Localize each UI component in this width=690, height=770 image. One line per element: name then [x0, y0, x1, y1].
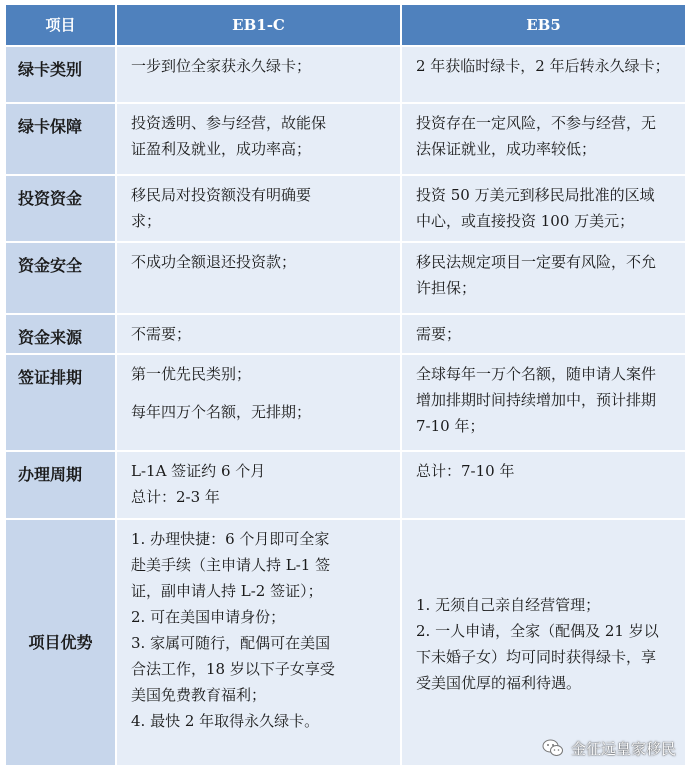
table-row: [5, 242, 686, 314]
table-row: [5, 354, 686, 451]
cell-line: 合法工作，18 岁以下子女享受: [131, 660, 335, 678]
header-eb1c: EB1-C: [116, 4, 401, 46]
cell-line: 求；: [131, 212, 162, 230]
cell-line: 许担保；: [416, 279, 477, 297]
row-label: 办理周期: [5, 451, 116, 519]
watermark-text: 金征远皇家移民: [570, 739, 676, 758]
eb5-cell: [401, 46, 686, 103]
row-label: 投资资金: [5, 175, 116, 242]
cell-line: 赴美手续（主申请人持 L-1 签: [131, 556, 331, 574]
eb5-cell: [401, 103, 686, 175]
cell-line: 投资透明、参与经营，故能保: [131, 114, 327, 132]
cell-line: 2. 可在美国申请身份；: [131, 608, 286, 626]
eb5-cell: [401, 354, 686, 451]
row-label: 绿卡类别: [5, 46, 116, 103]
row-label: 绿卡保障: [5, 103, 116, 175]
cell-line: 总计：7-10 年: [416, 462, 515, 480]
spacer: [131, 387, 390, 399]
cell-line: 4. 最快 2 年取得永久绿卡。: [131, 712, 320, 730]
eb1c-cell: [116, 175, 401, 242]
wechat-icon: [541, 736, 565, 760]
cell-line: 2 年获临时绿卡，2 年后转永久绿卡；: [416, 57, 670, 75]
table-row: [5, 519, 686, 766]
table-header-row: [5, 4, 686, 46]
cell-line: 第一优先民类别；: [131, 365, 252, 383]
cell-line: L-1A 签证约 6 个月: [131, 462, 266, 480]
cell-line: 不需要；: [131, 325, 192, 343]
comparison-table: [4, 3, 687, 767]
cell-line: 每年四万个名额，无排期；: [131, 403, 312, 421]
row-label: 资金来源: [5, 314, 116, 354]
row-label: 签证排期: [5, 354, 116, 451]
row-label: 资金安全: [5, 242, 116, 314]
cell-line: 移民法规定项目一定要有风险，不允: [416, 253, 657, 271]
eb1c-cell: [116, 46, 401, 103]
eb5-cell: [401, 314, 686, 354]
row-label: 项目优势: [5, 519, 116, 766]
eb1c-cell: [116, 451, 401, 519]
cell-line: 一步到位全家获永久绿卡；: [131, 57, 312, 75]
cell-line: 移民局对投资额没有明确要: [131, 186, 312, 204]
cell-line: 全球每年一万个名额，随申请人案件: [416, 365, 657, 383]
cell-line: 证盈利及就业，成功率高；: [131, 140, 312, 158]
cell-line: 法保证就业，成功率较低；: [416, 140, 597, 158]
eb1c-cell: [116, 242, 401, 314]
cell-line: 3. 家属可随行，配偶可在美国: [131, 634, 331, 652]
header-project: 项目: [5, 4, 116, 46]
cell-line: 1. 办理快捷：6 个月即可全家: [131, 530, 330, 548]
eb1c-cell: [116, 103, 401, 175]
eb1c-cell: [116, 519, 401, 766]
cell-line: 投资存在一定风险，不参与经营，无: [416, 114, 657, 132]
table-row: [5, 314, 686, 354]
cell-line: 不成功全额退还投资款；: [131, 253, 297, 271]
watermark: [541, 736, 676, 760]
cell-line: 2. 一人申请，全家（配偶及 21 岁以: [416, 621, 659, 640]
eb5-cell: [401, 451, 686, 519]
cell-line: 总计：2-3 年: [131, 488, 220, 506]
cell-line: 1. 无须自己亲自经营管理；: [416, 595, 601, 614]
eb5-cell: [401, 519, 686, 766]
table-row: [5, 175, 686, 242]
cell-line: 增加排期时间持续增加中，预计排期: [416, 391, 657, 409]
cell-line: 受美国优厚的福利待遇。: [416, 673, 582, 692]
eb5-cell: [401, 242, 686, 314]
cell-line: 7-10 年；: [416, 417, 485, 435]
eb5-cell: [401, 175, 686, 242]
table-row: [5, 46, 686, 103]
table-row: [5, 103, 686, 175]
cell-line: 美国免费教育福利；: [131, 686, 267, 704]
cell-line: 证，副申请人持 L-2 签证）；: [131, 582, 323, 600]
table-row: [5, 451, 686, 519]
cell-line: 中心，或直接投资 100 万美元；: [416, 212, 635, 230]
cell-line: 下未婚子女）均可同时获得绿卡，享: [416, 647, 657, 666]
eb1c-cell: [116, 314, 401, 354]
header-eb5: EB5: [401, 4, 686, 46]
cell-line: 投资 50 万美元到移民局批准的区域: [416, 186, 655, 204]
eb1c-cell: [116, 354, 401, 451]
cell-line: 需要；: [416, 325, 462, 343]
